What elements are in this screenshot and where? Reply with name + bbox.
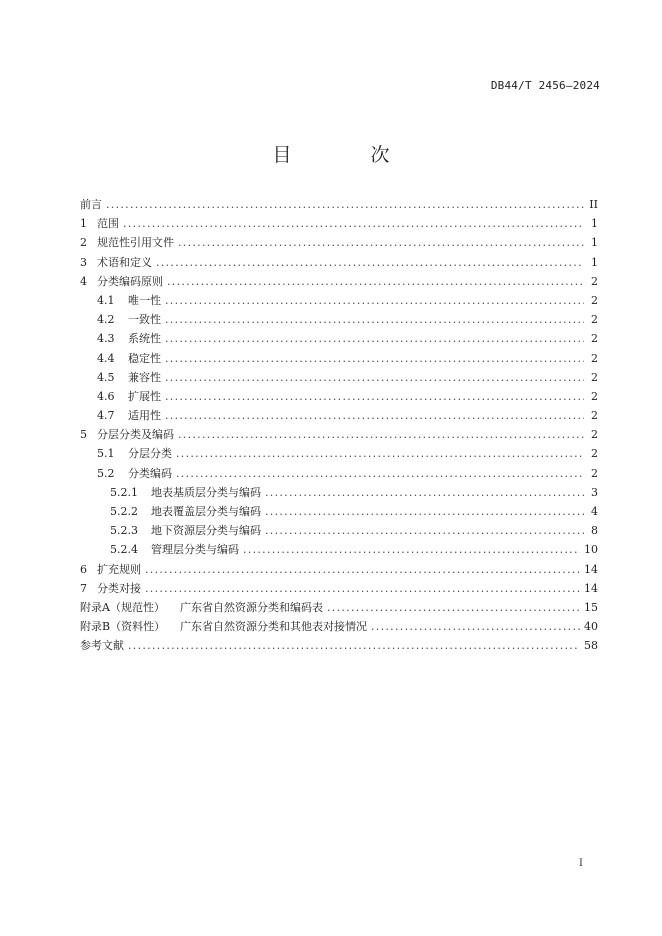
toc-dot-leader bbox=[165, 349, 584, 368]
toc-entry-page: 2 bbox=[591, 409, 598, 423]
toc-entry-page: 1 bbox=[591, 217, 598, 231]
toc-entry[interactable] bbox=[80, 349, 598, 368]
toc-dot-leader bbox=[165, 291, 584, 310]
toc-entry-number: 4.6 bbox=[97, 389, 115, 403]
toc-entry[interactable] bbox=[80, 444, 598, 463]
toc-dot-leader bbox=[165, 387, 584, 406]
toc-entry-label: 前言 bbox=[80, 198, 102, 211]
toc-entry[interactable] bbox=[80, 540, 598, 559]
toc-entry[interactable] bbox=[80, 598, 598, 617]
toc-entry[interactable] bbox=[80, 425, 598, 444]
toc-entry[interactable] bbox=[80, 464, 598, 483]
toc-dot-leader bbox=[145, 579, 580, 598]
toc-entry-label: 扩展性 bbox=[128, 389, 161, 403]
toc-entry-number: 5.1 bbox=[97, 447, 115, 461]
toc-entry-page: 14 bbox=[584, 581, 598, 595]
toc-entry-number: 2 bbox=[80, 236, 87, 250]
page-title: 目 次 bbox=[272, 144, 420, 166]
toc-entry-label: 分类对接 bbox=[97, 581, 141, 595]
toc-entry-number: 5.2.1 bbox=[110, 485, 138, 499]
toc-dot-leader bbox=[265, 483, 584, 502]
toc-dot-leader bbox=[165, 329, 584, 348]
toc-entry-number: 4.1 bbox=[97, 293, 115, 307]
page-number: I bbox=[579, 858, 583, 869]
toc-dot-leader bbox=[371, 617, 580, 636]
toc-entry-label: 稳定性 bbox=[128, 351, 161, 365]
toc-entry-number: 6 bbox=[80, 562, 87, 576]
toc-entry-page: 2 bbox=[591, 370, 598, 384]
toc-entry-page: 4 bbox=[591, 505, 598, 518]
toc-entry-number: 附录A（规范性） bbox=[80, 600, 165, 614]
toc-entry-label: 地下资源层分类与编码 bbox=[151, 524, 261, 538]
toc-entry-number: 4 bbox=[80, 274, 87, 288]
toc-entry-number: 附录B（资料性） bbox=[80, 620, 166, 634]
toc-entry-label: 兼容性 bbox=[128, 370, 161, 384]
toc-entry-page: 58 bbox=[584, 639, 598, 653]
toc-entry-label: 分层分类 bbox=[128, 447, 172, 461]
toc-entry-label: 参考文献 bbox=[80, 639, 124, 653]
toc-entry-number: 4.2 bbox=[97, 313, 115, 327]
toc-entry[interactable] bbox=[80, 579, 598, 598]
toc-entry-label: 术语和定义 bbox=[97, 255, 152, 269]
toc-entry-page: 2 bbox=[591, 351, 598, 365]
toc-entry[interactable] bbox=[80, 291, 598, 310]
toc-dot-leader bbox=[327, 598, 580, 617]
toc-dot-leader bbox=[265, 502, 584, 521]
toc-entry[interactable] bbox=[80, 387, 598, 406]
toc-entry-page: 2 bbox=[591, 293, 598, 307]
toc-entry-page: 40 bbox=[584, 620, 598, 634]
toc-dot-leader bbox=[176, 444, 584, 463]
toc-entry-page: II bbox=[589, 198, 598, 211]
toc-dot-leader bbox=[156, 253, 584, 272]
toc-entry[interactable] bbox=[80, 636, 598, 655]
toc-dot-leader bbox=[106, 195, 584, 214]
toc-entry-label: 系统性 bbox=[128, 332, 161, 346]
toc-entry-label: 一致性 bbox=[128, 313, 161, 327]
toc-entry-number: 4.5 bbox=[97, 370, 115, 384]
toc-entry-label: 广东省自然资源分类和其他表对接情况 bbox=[180, 620, 367, 634]
toc-entry-label: 适用性 bbox=[128, 409, 161, 423]
toc-entry-page: 2 bbox=[591, 389, 598, 403]
toc-entry-label: 规范性引用文件 bbox=[97, 236, 174, 250]
toc-entry-page: 2 bbox=[591, 428, 598, 442]
toc-entry-number: 7 bbox=[80, 581, 87, 595]
toc-entry-number: 5 bbox=[80, 428, 87, 442]
toc-entry-label: 广东省自然资源分类和编码表 bbox=[180, 600, 323, 614]
toc-entry-page: 10 bbox=[584, 543, 598, 557]
toc-dot-leader bbox=[265, 521, 584, 540]
toc-dot-leader bbox=[145, 560, 580, 579]
toc-dot-leader bbox=[243, 540, 580, 559]
toc-dot-leader bbox=[165, 406, 584, 425]
toc-dot-leader bbox=[178, 425, 584, 444]
toc-entry-label: 分类编码 bbox=[128, 466, 172, 480]
toc-dot-leader bbox=[165, 310, 584, 329]
toc-entry-label: 管理层分类与编码 bbox=[151, 543, 239, 557]
toc-entry[interactable] bbox=[80, 483, 598, 502]
toc-entry[interactable] bbox=[80, 310, 598, 329]
toc-dot-leader bbox=[128, 636, 580, 655]
toc-entry-label: 唯一性 bbox=[128, 293, 161, 307]
toc-entry-number: 3 bbox=[80, 255, 87, 269]
toc-entry[interactable] bbox=[80, 560, 598, 579]
toc-entry[interactable] bbox=[80, 502, 598, 521]
toc-entry-number: 4.4 bbox=[97, 351, 115, 365]
toc-entry[interactable] bbox=[80, 521, 598, 540]
toc-entry-number: 4.3 bbox=[97, 332, 115, 346]
toc-entry-page: 2 bbox=[591, 313, 598, 327]
toc-entry-page: 2 bbox=[591, 447, 598, 461]
toc-entry[interactable] bbox=[80, 214, 598, 233]
toc-entry[interactable] bbox=[80, 253, 598, 272]
table-of-contents bbox=[80, 195, 598, 656]
toc-entry-page: 3 bbox=[591, 485, 598, 499]
toc-entry-number: 5.2.4 bbox=[110, 543, 138, 557]
toc-entry-page: 2 bbox=[591, 332, 598, 346]
toc-entry-page: 15 bbox=[584, 600, 598, 614]
toc-dot-leader bbox=[176, 464, 584, 483]
toc-entry-page: 2 bbox=[591, 274, 598, 288]
toc-entry-page: 2 bbox=[591, 466, 598, 480]
toc-dot-leader bbox=[123, 214, 584, 233]
toc-entry[interactable] bbox=[80, 272, 598, 291]
toc-entry-label: 分类编码原则 bbox=[97, 274, 163, 288]
toc-entry-number: 5.2.2 bbox=[110, 505, 138, 518]
toc-entry-number: 1 bbox=[80, 217, 87, 231]
toc-entry-number: 5.2 bbox=[97, 466, 115, 480]
toc-entry[interactable] bbox=[80, 406, 598, 425]
toc-entry[interactable] bbox=[80, 368, 598, 387]
toc-entry-page: 1 bbox=[591, 236, 598, 250]
toc-entry[interactable] bbox=[80, 329, 598, 348]
toc-dot-leader bbox=[165, 368, 584, 387]
document-code: DB44/T 2456—2024 bbox=[490, 79, 600, 92]
toc-dot-leader bbox=[167, 272, 584, 291]
toc-entry-label: 分层分类及编码 bbox=[97, 428, 174, 442]
toc-dot-leader bbox=[178, 233, 584, 252]
toc-entry-page: 1 bbox=[591, 255, 598, 269]
toc-entry-label: 地表覆盖层分类与编码 bbox=[151, 505, 261, 518]
toc-entry-page: 8 bbox=[591, 524, 598, 538]
toc-entry-page: 14 bbox=[584, 562, 598, 576]
toc-entry-number: 4.7 bbox=[97, 409, 115, 423]
toc-entry[interactable] bbox=[80, 195, 598, 214]
toc-entry[interactable] bbox=[80, 233, 598, 252]
toc-entry-label: 扩充规则 bbox=[97, 562, 141, 576]
toc-entry-label: 地表基质层分类与编码 bbox=[151, 485, 261, 499]
toc-entry-number: 5.2.3 bbox=[110, 524, 138, 538]
toc-entry-label: 范围 bbox=[97, 217, 119, 231]
toc-entry[interactable] bbox=[80, 617, 598, 636]
